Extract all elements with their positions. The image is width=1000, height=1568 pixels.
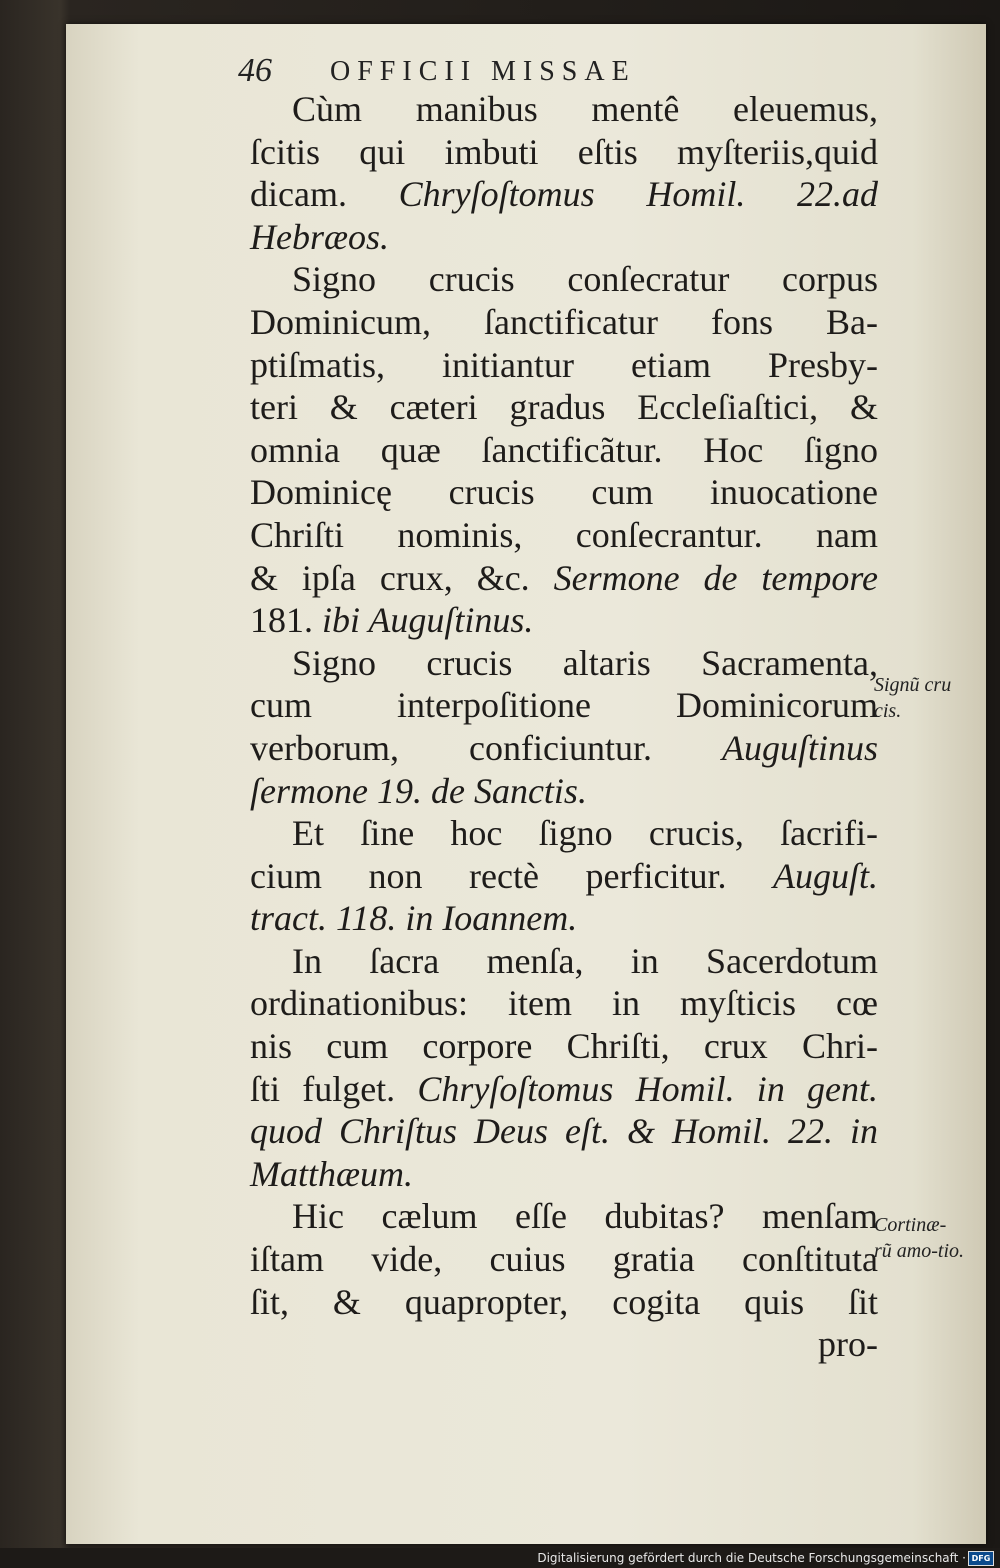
text-line-roman: verborum, conficiuntur.	[250, 727, 652, 768]
text-line	[250, 599, 878, 642]
text-line-roman: In ſacra menſa, in Sacerdotum	[292, 940, 878, 981]
text-line	[250, 344, 878, 387]
text-line	[250, 1025, 878, 1068]
text-line	[250, 1323, 878, 1366]
text-line	[250, 471, 878, 514]
text-line	[250, 642, 878, 685]
text-line-roman: iſtam vide, cuius gratia conſtituta	[250, 1239, 878, 1280]
text-line	[250, 1110, 878, 1153]
text-line-roman: teri & cæteri gradus Eccleſiaſtici, &	[250, 387, 878, 428]
text-line-citation: Auguſtinus	[721, 727, 878, 768]
text-line-roman: Et ſine hoc ſigno crucis, ſacrifi-	[292, 813, 878, 854]
text-line	[250, 429, 878, 472]
footer-bar	[0, 1548, 1000, 1568]
text-line-roman: Signo crucis conſecratur corpus	[292, 259, 878, 300]
text-line-roman: cum interpoſitione Dominicorum	[250, 685, 878, 726]
text-line-roman: Hic cælum eſſe dubitas? menſam	[292, 1196, 878, 1237]
text-line-citation: Hebræos.	[250, 216, 390, 257]
text-line-roman: omnia quæ ſanctificãtur. Hoc ſigno	[250, 429, 878, 470]
page-header	[238, 52, 938, 92]
text-line-roman: Dominicum, ſanctificatur fons Ba-	[250, 301, 878, 342]
margin-note-cortinarum-amotio: Cortinæ-rũ amo-tio.	[874, 1214, 964, 1262]
text-line-citation: Auguſt.	[773, 855, 879, 896]
text-line-citation: tract. 118. in Ioannem.	[250, 898, 578, 939]
text-line-citation: ſermone 19. de Sanctis.	[250, 770, 587, 811]
text-line	[250, 258, 878, 301]
text-line-citation: ibi Auguſtinus.	[322, 600, 534, 641]
text-line	[250, 855, 878, 898]
text-line-roman: ſti fulget.	[250, 1068, 396, 1109]
text-line	[250, 982, 878, 1025]
text-line	[250, 1195, 878, 1238]
text-line	[250, 940, 878, 983]
text-line	[250, 386, 878, 429]
dfg-logo-icon: DFG	[968, 1551, 994, 1566]
text-line	[250, 1068, 878, 1111]
text-line-citation: quod Chriſtus Deus eſt. & Homil. 22. in	[250, 1111, 878, 1152]
text-line-roman: Dominicę crucis cum inuocatione	[250, 472, 878, 513]
text-line	[250, 1281, 878, 1324]
text-line	[250, 557, 878, 600]
text-line-roman: ſit, & quapropter, cogita quis ſit	[250, 1281, 878, 1322]
text-line	[250, 812, 878, 855]
text-line	[250, 216, 878, 259]
text-line	[250, 727, 878, 770]
text-line	[250, 514, 878, 557]
text-line-roman: ptiſmatis, initiantur etiam Presby-	[250, 344, 878, 385]
text-line-roman: pro-	[818, 1324, 878, 1365]
text-line	[250, 684, 878, 727]
text-line-roman: Cùm manibus mentê eleuemus,	[292, 89, 878, 129]
text-line	[250, 897, 878, 940]
text-line	[250, 1238, 878, 1281]
text-line	[250, 1153, 878, 1196]
text-line	[250, 301, 878, 344]
text-line-roman: nis cum corpore Chriſti, crux Chri-	[250, 1026, 878, 1067]
text-line	[250, 173, 878, 216]
text-line-roman: ordinationibus: item in myſticis cœ	[250, 983, 878, 1024]
text-line-roman: cium non rectè perficitur.	[250, 855, 727, 896]
text-line-roman: & ipſa crux, &c.	[250, 557, 530, 598]
text-line-roman: dicam.	[250, 174, 347, 215]
text-line-citation: Chryſoſtomus Homil. 22.ad	[398, 174, 878, 215]
body-text	[250, 88, 878, 1366]
text-line	[250, 770, 878, 813]
funding-note: Digitalisierung gefördert durch die Deutsche Forschungsgemeinschaft ·	[537, 1551, 966, 1565]
text-line	[250, 131, 878, 174]
text-line-citation: Chryſoſtomus Homil. in gent.	[417, 1068, 878, 1109]
text-line-citation: Matthæum.	[250, 1153, 414, 1194]
text-line	[250, 88, 878, 131]
text-line-roman: ſcitis qui imbuti eſtis myſteriis,quid	[250, 131, 878, 172]
text-line-roman: Signo crucis altaris Sacramenta,	[292, 642, 878, 683]
text-line-citation: Sermone de tempore	[553, 557, 879, 598]
margin-note-signum-crucis: Signũ cru cis.	[874, 674, 952, 722]
text-line-roman: 181.	[250, 600, 313, 641]
running-title: OFFICII MISSAE	[330, 56, 636, 87]
text-line-roman: Chriſti nominis, conſecrantur. nam	[250, 514, 878, 555]
page-number: 46	[238, 52, 272, 89]
